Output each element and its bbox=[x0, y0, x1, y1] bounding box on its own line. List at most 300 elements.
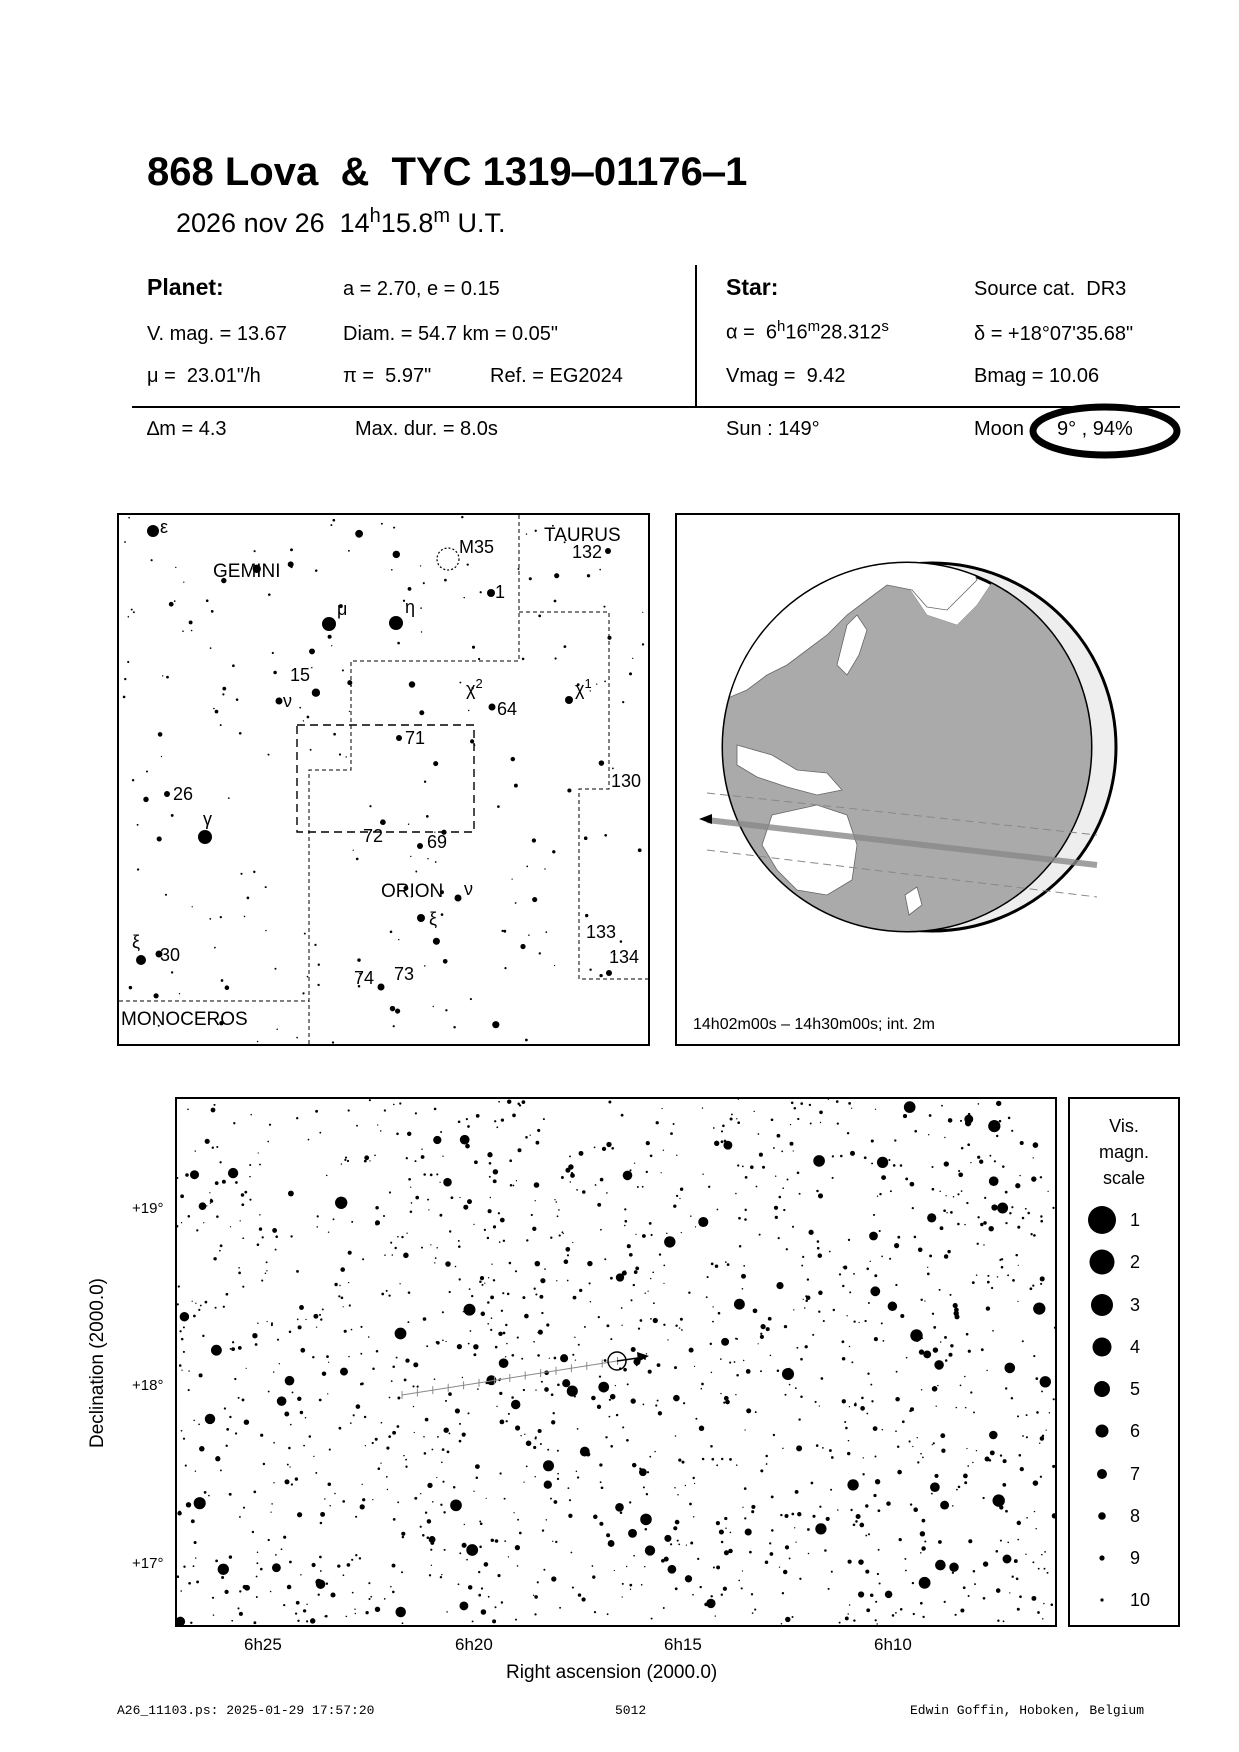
background-star bbox=[277, 1396, 287, 1406]
background-star bbox=[713, 1567, 715, 1569]
background-star bbox=[725, 1261, 727, 1263]
background-star bbox=[256, 1576, 258, 1578]
background-star bbox=[1040, 1376, 1051, 1387]
earth-map-panel bbox=[675, 513, 1180, 1046]
background-star bbox=[375, 1607, 380, 1612]
background-star bbox=[529, 577, 532, 580]
background-star bbox=[862, 1473, 864, 1475]
background-star bbox=[200, 1305, 202, 1307]
background-star bbox=[467, 1125, 470, 1128]
background-star bbox=[885, 1591, 893, 1599]
background-star bbox=[471, 1295, 473, 1297]
background-star bbox=[648, 1370, 652, 1374]
background-star bbox=[262, 1236, 264, 1238]
background-star bbox=[751, 1593, 753, 1595]
background-star bbox=[213, 708, 215, 710]
background-star bbox=[507, 1099, 511, 1103]
background-star bbox=[663, 1283, 664, 1284]
background-star bbox=[337, 1564, 340, 1567]
background-star bbox=[712, 1306, 713, 1307]
background-star bbox=[936, 1406, 937, 1407]
background-star bbox=[551, 1420, 555, 1424]
background-star bbox=[401, 1236, 403, 1238]
background-star bbox=[407, 1321, 409, 1323]
label-64: 64 bbox=[497, 699, 518, 719]
background-star bbox=[784, 1394, 786, 1396]
background-star bbox=[502, 1292, 504, 1294]
background-star bbox=[238, 1346, 242, 1350]
background-star bbox=[315, 1579, 322, 1586]
background-star bbox=[932, 1444, 933, 1445]
background-star bbox=[627, 1383, 629, 1385]
background-star bbox=[310, 1618, 315, 1623]
background-star bbox=[481, 1312, 486, 1317]
background-star bbox=[190, 1170, 199, 1179]
background-star bbox=[604, 681, 606, 683]
background-star bbox=[296, 1037, 298, 1039]
background-star bbox=[343, 1574, 345, 1576]
background-star bbox=[1035, 1528, 1036, 1529]
background-star bbox=[924, 1300, 925, 1301]
background-star bbox=[1018, 1265, 1019, 1266]
background-star bbox=[307, 716, 310, 719]
background-star bbox=[240, 873, 242, 875]
background-star bbox=[229, 1555, 232, 1558]
background-star bbox=[403, 1455, 405, 1457]
background-star bbox=[723, 1587, 727, 1591]
background-star bbox=[495, 1539, 499, 1543]
background-star bbox=[320, 1512, 325, 1517]
background-star bbox=[432, 1501, 434, 1503]
background-star bbox=[393, 1518, 396, 1521]
background-star bbox=[439, 1214, 442, 1217]
background-star bbox=[1017, 1415, 1019, 1417]
background-star bbox=[517, 1565, 519, 1567]
background-star bbox=[544, 1268, 546, 1270]
background-star bbox=[638, 848, 642, 852]
background-star bbox=[268, 593, 271, 596]
star-marker bbox=[198, 830, 212, 844]
background-star bbox=[393, 1025, 395, 1027]
background-star bbox=[127, 661, 129, 663]
background-star bbox=[797, 1171, 800, 1174]
background-star bbox=[226, 1293, 229, 1296]
background-star bbox=[431, 1565, 432, 1566]
background-star bbox=[409, 681, 415, 687]
background-star bbox=[847, 1132, 849, 1134]
scale-label: 10 bbox=[1130, 1590, 1151, 1610]
background-star bbox=[546, 1519, 547, 1520]
background-star bbox=[534, 1595, 538, 1599]
background-star bbox=[964, 1376, 966, 1378]
background-star bbox=[128, 517, 130, 519]
background-star bbox=[1040, 1476, 1042, 1478]
background-star bbox=[199, 1373, 203, 1377]
background-star bbox=[681, 1329, 683, 1331]
background-star bbox=[326, 1175, 328, 1177]
background-star bbox=[1036, 1411, 1039, 1414]
background-star bbox=[1007, 1274, 1009, 1276]
background-star bbox=[952, 1505, 954, 1507]
background-star bbox=[289, 1381, 291, 1383]
background-star bbox=[460, 1135, 470, 1145]
background-star bbox=[356, 1125, 358, 1127]
background-star bbox=[702, 1173, 703, 1174]
background-star bbox=[869, 1232, 878, 1241]
background-star bbox=[940, 1226, 944, 1230]
background-star bbox=[188, 1215, 191, 1218]
background-star bbox=[498, 1212, 500, 1214]
background-star bbox=[983, 1561, 988, 1566]
background-star bbox=[812, 1334, 814, 1336]
background-star bbox=[244, 1191, 247, 1194]
background-star bbox=[1032, 1561, 1034, 1563]
background-star bbox=[231, 1620, 233, 1622]
background-star bbox=[230, 1348, 232, 1350]
background-star bbox=[668, 1565, 677, 1574]
background-star bbox=[261, 1280, 263, 1282]
background-star bbox=[933, 1326, 936, 1329]
background-star bbox=[424, 965, 426, 967]
background-star bbox=[961, 1147, 964, 1150]
background-star bbox=[334, 1283, 337, 1286]
background-star bbox=[629, 1501, 631, 1503]
background-star bbox=[448, 1392, 452, 1396]
background-star bbox=[208, 1495, 210, 1497]
background-star bbox=[188, 1389, 190, 1391]
background-star bbox=[787, 1179, 789, 1181]
background-star bbox=[151, 559, 153, 561]
background-star bbox=[562, 1379, 570, 1387]
background-star bbox=[364, 1155, 369, 1160]
background-star bbox=[257, 1243, 260, 1246]
background-star bbox=[722, 1124, 725, 1127]
background-star bbox=[921, 1389, 923, 1391]
background-star bbox=[648, 1291, 649, 1292]
background-star bbox=[324, 1616, 326, 1618]
background-star bbox=[972, 1462, 973, 1463]
background-star bbox=[131, 609, 133, 611]
background-star bbox=[270, 1511, 271, 1512]
background-star bbox=[494, 1120, 496, 1122]
background-star bbox=[193, 1315, 196, 1318]
background-star bbox=[511, 1396, 514, 1399]
background-star bbox=[211, 1345, 222, 1356]
background-star bbox=[842, 1285, 844, 1287]
background-star bbox=[543, 1460, 554, 1471]
background-star bbox=[600, 1481, 602, 1483]
label-26: 26 bbox=[173, 784, 194, 804]
background-star bbox=[501, 1601, 503, 1603]
background-star bbox=[800, 1358, 803, 1361]
background-star bbox=[369, 805, 371, 807]
background-star bbox=[1003, 1555, 1012, 1564]
background-star bbox=[340, 1267, 345, 1272]
background-star bbox=[439, 1182, 440, 1183]
background-star bbox=[649, 1456, 651, 1458]
background-star bbox=[944, 1161, 949, 1166]
background-star bbox=[759, 1234, 761, 1236]
background-star bbox=[124, 541, 126, 543]
background-star bbox=[643, 1486, 645, 1488]
background-star bbox=[1017, 1521, 1021, 1525]
background-star bbox=[980, 1223, 983, 1226]
background-star bbox=[450, 1499, 462, 1511]
background-star bbox=[646, 1493, 648, 1495]
background-star bbox=[1041, 1554, 1043, 1556]
background-star bbox=[621, 1114, 624, 1117]
background-star bbox=[785, 1617, 790, 1622]
background-star bbox=[275, 1554, 277, 1556]
background-star bbox=[657, 1363, 661, 1367]
background-star bbox=[306, 1604, 307, 1605]
background-star bbox=[601, 1486, 604, 1489]
background-star bbox=[1025, 1208, 1027, 1210]
background-star bbox=[943, 1209, 946, 1212]
background-star bbox=[362, 1498, 365, 1501]
background-star bbox=[633, 1555, 635, 1557]
background-star bbox=[436, 1247, 438, 1249]
background-star bbox=[319, 1556, 322, 1559]
background-star bbox=[493, 1225, 496, 1228]
background-star bbox=[408, 823, 409, 824]
background-star bbox=[689, 1503, 692, 1506]
background-star bbox=[488, 1209, 492, 1213]
background-star bbox=[273, 1442, 275, 1444]
background-star bbox=[731, 1113, 733, 1115]
background-star bbox=[963, 1586, 966, 1589]
background-star bbox=[851, 1361, 853, 1363]
background-star bbox=[234, 1378, 236, 1380]
background-star bbox=[391, 1380, 393, 1382]
background-star bbox=[1040, 1215, 1042, 1217]
background-star bbox=[555, 657, 557, 659]
background-star bbox=[490, 1295, 494, 1299]
background-star bbox=[133, 611, 135, 613]
background-star bbox=[430, 1541, 434, 1545]
background-star bbox=[1020, 1141, 1024, 1145]
background-star bbox=[910, 1329, 922, 1341]
background-star bbox=[397, 642, 400, 645]
background-star bbox=[420, 565, 421, 566]
background-star bbox=[441, 1574, 442, 1575]
background-star bbox=[639, 1468, 641, 1470]
background-star bbox=[473, 1344, 478, 1349]
background-star bbox=[716, 1565, 720, 1569]
background-star bbox=[271, 1503, 273, 1505]
background-star bbox=[734, 1361, 736, 1363]
background-star bbox=[194, 1497, 206, 1509]
background-star bbox=[877, 1573, 879, 1575]
background-star bbox=[472, 1620, 474, 1622]
background-star bbox=[651, 1618, 653, 1620]
background-star bbox=[528, 934, 530, 936]
background-star bbox=[702, 1458, 705, 1461]
background-star bbox=[892, 1614, 895, 1617]
background-star bbox=[508, 1413, 510, 1415]
scale-dot bbox=[1100, 1598, 1103, 1601]
background-star bbox=[771, 1118, 774, 1121]
background-star bbox=[411, 1202, 413, 1204]
background-star bbox=[964, 1224, 965, 1225]
background-star bbox=[897, 1470, 902, 1475]
background-star bbox=[219, 1250, 221, 1252]
background-star bbox=[443, 959, 448, 964]
background-star bbox=[499, 1358, 509, 1368]
background-star bbox=[796, 1347, 798, 1349]
background-star bbox=[441, 1461, 443, 1463]
background-star bbox=[425, 1418, 429, 1422]
background-star bbox=[437, 1436, 439, 1438]
background-star bbox=[329, 1449, 331, 1451]
background-star bbox=[868, 1302, 870, 1304]
background-star bbox=[663, 1324, 665, 1326]
background-star bbox=[882, 1429, 883, 1430]
background-star bbox=[983, 1221, 987, 1225]
background-star bbox=[653, 1318, 658, 1323]
background-star bbox=[397, 1236, 399, 1238]
background-star bbox=[499, 1241, 501, 1243]
background-star bbox=[346, 756, 347, 757]
background-star bbox=[610, 1394, 616, 1400]
background-star bbox=[427, 1519, 432, 1524]
background-star bbox=[1052, 1465, 1055, 1468]
background-star bbox=[297, 1397, 301, 1401]
background-star bbox=[851, 1108, 852, 1109]
background-star bbox=[948, 1118, 953, 1123]
background-star bbox=[900, 1314, 904, 1318]
background-star bbox=[933, 1347, 938, 1352]
background-star bbox=[404, 1378, 407, 1381]
background-star bbox=[526, 866, 528, 868]
background-star bbox=[744, 1429, 745, 1430]
background-star bbox=[525, 1039, 528, 1042]
background-star bbox=[427, 858, 428, 859]
background-star bbox=[725, 1528, 726, 1529]
background-star bbox=[348, 1356, 349, 1357]
background-star bbox=[539, 1295, 543, 1299]
background-star bbox=[368, 1582, 370, 1584]
background-star bbox=[790, 1124, 791, 1125]
label-133: 133 bbox=[586, 922, 617, 942]
background-star bbox=[442, 1481, 444, 1483]
background-star bbox=[620, 940, 623, 943]
background-star bbox=[606, 1324, 609, 1327]
background-star bbox=[920, 1552, 922, 1554]
background-star bbox=[492, 1619, 496, 1623]
background-star bbox=[455, 1408, 460, 1413]
background-star bbox=[922, 1616, 924, 1618]
background-star bbox=[888, 1159, 890, 1161]
background-star bbox=[848, 1102, 851, 1105]
background-star bbox=[1049, 1412, 1050, 1413]
background-star bbox=[468, 1343, 470, 1345]
background-star bbox=[239, 1516, 241, 1518]
background-star bbox=[463, 597, 464, 598]
background-star bbox=[235, 1432, 237, 1434]
background-star bbox=[209, 1192, 210, 1193]
background-star bbox=[600, 1229, 602, 1231]
background-star bbox=[297, 1620, 299, 1622]
background-star bbox=[295, 1612, 297, 1614]
background-star bbox=[932, 1386, 938, 1392]
background-star bbox=[579, 1151, 584, 1156]
background-star bbox=[220, 1469, 222, 1471]
background-star bbox=[178, 1285, 180, 1287]
background-star bbox=[881, 1175, 886, 1180]
label-69: 69 bbox=[427, 832, 448, 852]
background-star bbox=[547, 1449, 549, 1451]
background-star bbox=[515, 1270, 517, 1272]
background-star bbox=[939, 1191, 940, 1192]
planet-parallax: π = 5.97" bbox=[343, 365, 432, 387]
background-star bbox=[344, 1159, 346, 1161]
background-star bbox=[226, 1428, 229, 1431]
background-star bbox=[493, 1169, 498, 1174]
background-star bbox=[540, 1278, 545, 1283]
background-star bbox=[436, 1477, 437, 1478]
background-star bbox=[721, 1338, 729, 1346]
footer-page-id: 5012 bbox=[615, 1703, 647, 1718]
background-star bbox=[424, 1452, 427, 1455]
background-star bbox=[664, 1236, 675, 1247]
background-star bbox=[478, 1571, 480, 1573]
background-star bbox=[497, 1574, 500, 1577]
path-direction-arrow bbox=[699, 814, 712, 824]
background-star bbox=[288, 1447, 291, 1450]
background-star bbox=[650, 1278, 651, 1279]
background-star bbox=[355, 1613, 356, 1614]
background-star bbox=[364, 1416, 366, 1418]
label-xi-gemini: ξ bbox=[132, 932, 141, 952]
background-star bbox=[224, 1407, 226, 1409]
background-star bbox=[876, 1623, 877, 1624]
background-star bbox=[766, 1463, 768, 1465]
background-star bbox=[380, 819, 386, 825]
background-star bbox=[522, 1100, 526, 1104]
background-star bbox=[701, 1388, 703, 1390]
background-star bbox=[238, 1272, 241, 1275]
background-star bbox=[390, 931, 393, 934]
background-star bbox=[974, 1583, 976, 1585]
background-star bbox=[538, 615, 541, 618]
background-star bbox=[368, 1598, 370, 1600]
background-star bbox=[561, 1231, 563, 1233]
background-star bbox=[258, 1152, 259, 1153]
background-star bbox=[410, 1186, 411, 1187]
background-star bbox=[751, 1510, 754, 1513]
background-star bbox=[790, 1142, 794, 1146]
background-star bbox=[806, 1296, 811, 1301]
background-star bbox=[831, 1456, 834, 1459]
background-star bbox=[1040, 1436, 1044, 1440]
background-star bbox=[754, 1609, 756, 1611]
background-star bbox=[577, 1428, 579, 1430]
background-star bbox=[273, 1371, 274, 1372]
background-star bbox=[468, 1412, 470, 1414]
background-star bbox=[453, 1486, 456, 1489]
background-star bbox=[644, 1292, 645, 1293]
background-star bbox=[344, 1330, 347, 1333]
background-star bbox=[198, 1423, 200, 1425]
background-star bbox=[853, 1320, 855, 1322]
background-star bbox=[953, 1303, 958, 1308]
background-star bbox=[850, 1151, 855, 1156]
background-star bbox=[520, 944, 525, 949]
background-star bbox=[789, 1384, 791, 1386]
background-star bbox=[894, 1139, 896, 1141]
background-star bbox=[587, 574, 590, 577]
